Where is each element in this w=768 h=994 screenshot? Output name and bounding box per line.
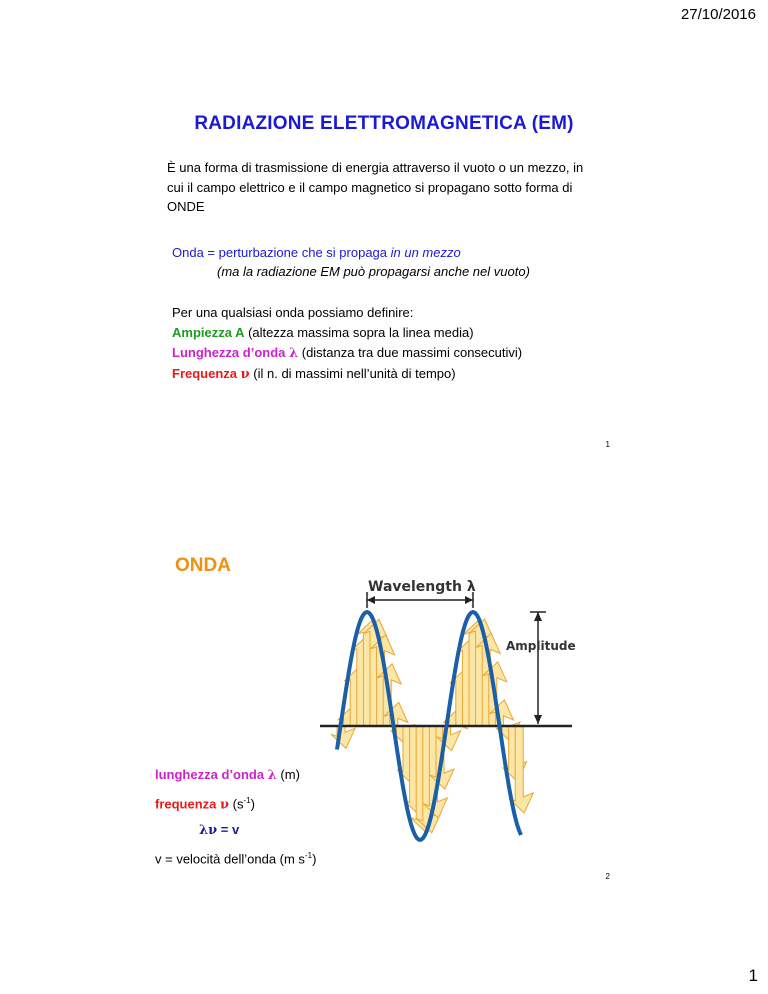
slide2-formulas [155, 762, 316, 872]
wave-properties-list [172, 303, 522, 385]
def-frequenza [172, 364, 522, 385]
lambda-symbol: λ [289, 346, 299, 361]
slide2-page-number: 2 [605, 872, 610, 881]
frequenza-label: Frequenza [172, 366, 241, 381]
lunghezza-label: Lunghezza d’onda [172, 345, 289, 360]
defs-lead: Per una qualsiasi onda possiamo definire: [172, 305, 414, 320]
frequenza-unit-sup: -1 [243, 796, 251, 805]
ampiezza-label: Ampiezza A [172, 325, 245, 340]
nu-symbol-2: ν [220, 797, 230, 813]
formula-lambda-nu: λν [199, 823, 218, 839]
velocity-sup: -1 [304, 851, 313, 861]
lunghezza-unit-label: lunghezza d’onda [155, 767, 268, 782]
field-arrow [331, 726, 355, 748]
onda-definition-main: Onda = perturbazione che si propaga [172, 245, 391, 260]
wavelength-arrow-right-head [465, 596, 473, 604]
lambda-symbol-2: λ [267, 768, 277, 783]
amplitude-arrow-bottom-head [534, 715, 542, 724]
onda-definition-italic: in un mezzo [390, 245, 461, 260]
frequenza-unit-post: ) [250, 796, 255, 812]
wavelength-arrow-left-head [367, 596, 375, 604]
intro-paragraph: È una forma di trasmissione di energia attraverso il vuoto o un mezzo, in cui il campo elettrico e il campo magnetico si propagano sotto forma di ONDE [167, 160, 584, 214]
nu-symbol: ν [240, 367, 250, 382]
formula-equals-v: = v [217, 822, 240, 838]
slide2-heading: ONDA [175, 555, 231, 576]
frequenza-desc: (il n. di massimi nell’unità di tempo) [249, 366, 456, 381]
frequenza-unit-row [155, 788, 316, 817]
def-lunghezza [172, 343, 522, 364]
wavelength-label: Wavelength λ [368, 579, 476, 595]
velocity-post: ) [312, 851, 317, 867]
velocity-row [155, 843, 316, 871]
amplitude-label: Amplitude [506, 639, 576, 653]
slide1-title: RADIAZIONE ELETTROMAGNETICA (EM) [194, 113, 574, 134]
frequenza-unit-label: frequenza [155, 796, 221, 812]
page-number: 1 [748, 966, 758, 985]
amplitude-arrow-top-head [534, 612, 542, 621]
onda-definition-note: (ma la radiazione EM può propagarsi anche nel vuoto) [217, 264, 530, 279]
wave-diagram [300, 570, 590, 850]
def-ampiezza [172, 323, 522, 343]
ampiezza-desc: (altezza massima sopra la linea media) [244, 325, 474, 340]
velocity-pre: v = velocità dell’onda (m s [155, 851, 305, 867]
lunghezza-unit-row [155, 762, 316, 788]
lunghezza-desc: (distanza tra due massimi consecutivi) [298, 345, 523, 360]
date-header: 27/10/2016 [680, 6, 756, 23]
frequenza-unit-pre: (s [229, 796, 244, 812]
lunghezza-unit: (m) [276, 767, 300, 782]
slide1-page-number: 1 [605, 440, 610, 449]
onda-definition [172, 243, 530, 281]
formula-row [155, 817, 316, 843]
